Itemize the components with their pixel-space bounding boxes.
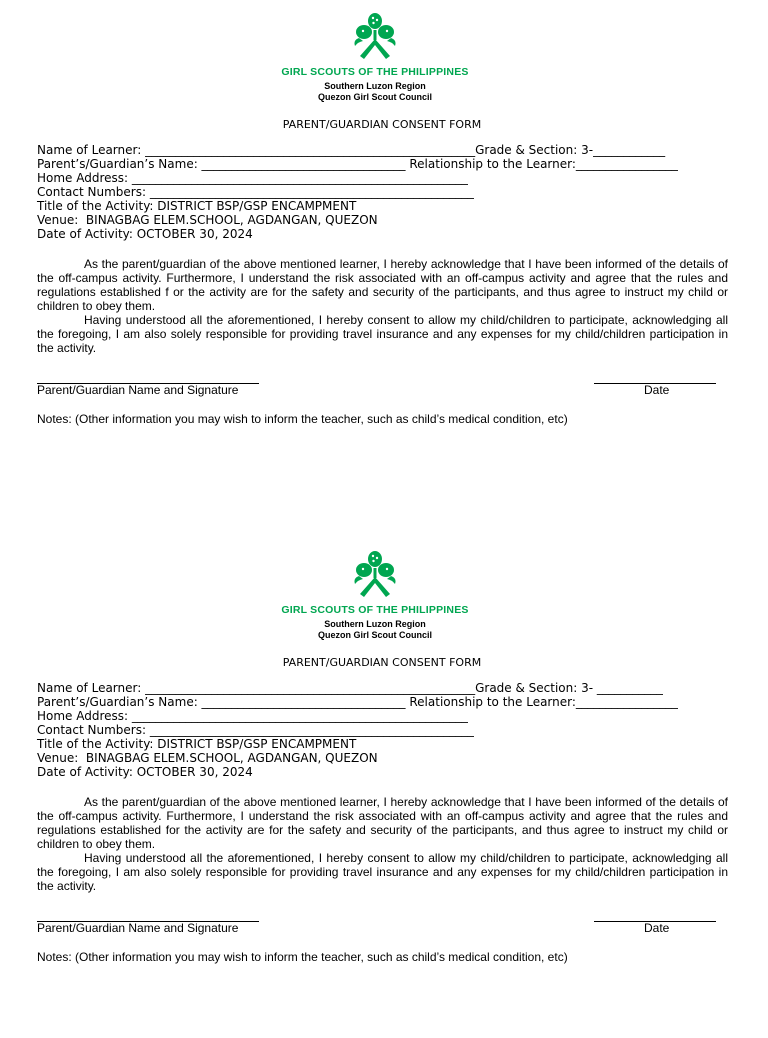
council-name: Quezon Girl Scout Council (317, 630, 432, 640)
council-name: Quezon Girl Scout Council (317, 92, 432, 102)
field-name-of-learner[interactable]: Name of Learner: _______________________________________________________Grade & Section: 3-____________ (37, 143, 666, 157)
form-title: PARENT/GUARDIAN CONSENT FORM (282, 118, 482, 131)
field-home-address[interactable]: Home Address: ________________________________________________________ (37, 709, 468, 723)
field-parent-guardian-name[interactable]: Parent’s/Guardian’s Name: __________________________________ Relationship to the Learner:_________________ (37, 157, 678, 171)
field-home-address[interactable]: Home Address: ________________________________________________________ (37, 171, 468, 185)
consent-form-1 (0, 0, 768, 500)
date-label: Date (644, 383, 670, 397)
form-title: PARENT/GUARDIAN CONSENT FORM (282, 656, 482, 669)
field-contact-numbers[interactable]: Contact Numbers: ______________________________________________________ (37, 185, 474, 199)
acknowledgement-text: As the parent/guardian of the above mentioned learner, I hereby acknowledge that I have been informed of the details of the off-campus activity. Furthermore, I understand the risk associated with an off-campus activity and agree that the rules and regulations established for the activity are for the safety and security of the participants, and thus agree to instruct my child or children to obey them. (37, 795, 728, 851)
field-activity-title: Title of the Activity: DISTRICT BSP/GSP ENCAMPMENT (37, 199, 357, 213)
consent-paragraph (37, 851, 728, 893)
field-parent-guardian-name[interactable]: Parent’s/Guardian’s Name: __________________________________ Relationship to the Learner:_________________ (37, 695, 678, 709)
field-name-of-learner[interactable]: Name of Learner: _______________________________________________________Grade & Section: 3- ___________ (37, 681, 663, 695)
acknowledgement-paragraph (37, 795, 728, 851)
notes-text: Notes: (Other information you may wish to inform the teacher, such as child’s medical condition, etc) (37, 950, 568, 964)
region-name: Southern Luzon Region (324, 619, 426, 629)
acknowledgement-paragraph (37, 257, 728, 313)
org-name: GIRL SCOUTS OF THE PHILIPPINES (281, 66, 469, 78)
field-venue: Venue: BINAGBAG ELEM.SCHOOL, AGDANGAN, QUEZON (37, 213, 378, 227)
clover-ribbon-icon (351, 550, 399, 602)
consent-text: Having understood all the aforementioned, I hereby consent to allow my child/children to participate, acknowledging all the foregoing, I am also solely responsible for providing travel insurance and any expenses for my child/children participation in the activity. (37, 313, 728, 355)
acknowledgement-text: As the parent/guardian of the above mentioned learner, I hereby acknowledge that I have been informed of the details of the off-campus activity. Furthermore, I understand the risk associated with an off-campus activity and agree that the rules and regulations established f or the activity are for the safety and security of the participants, and thus agree to instruct my child or children to obey them. (37, 257, 728, 313)
consent-paragraph (37, 313, 728, 355)
region-name: Southern Luzon Region (324, 81, 426, 91)
field-activity-date: Date of Activity: OCTOBER 30, 2024 (37, 227, 253, 241)
date-label: Date (644, 921, 670, 935)
clover-ribbon-icon (351, 12, 399, 64)
field-contact-numbers[interactable]: Contact Numbers: ______________________________________________________ (37, 723, 474, 737)
field-venue: Venue: BINAGBAG ELEM.SCHOOL, AGDANGAN, QUEZON (37, 751, 378, 765)
org-name: GIRL SCOUTS OF THE PHILIPPINES (281, 604, 469, 616)
consent-text: Having understood all the aforementioned, I hereby consent to allow my child/children to participate, acknowledging all the foregoing, I am also solely responsible for providing travel insurance and any expenses for my child/children participation in the activity. (37, 851, 728, 893)
notes-text: Notes: (Other information you may wish to inform the teacher, such as child’s medical condition, etc) (37, 412, 568, 426)
field-activity-date: Date of Activity: OCTOBER 30, 2024 (37, 765, 253, 779)
signature-label: Parent/Guardian Name and Signature (37, 383, 239, 397)
field-activity-title: Title of the Activity: DISTRICT BSP/GSP ENCAMPMENT (37, 737, 357, 751)
signature-label: Parent/Guardian Name and Signature (37, 921, 239, 935)
consent-form-2 (0, 538, 768, 1038)
